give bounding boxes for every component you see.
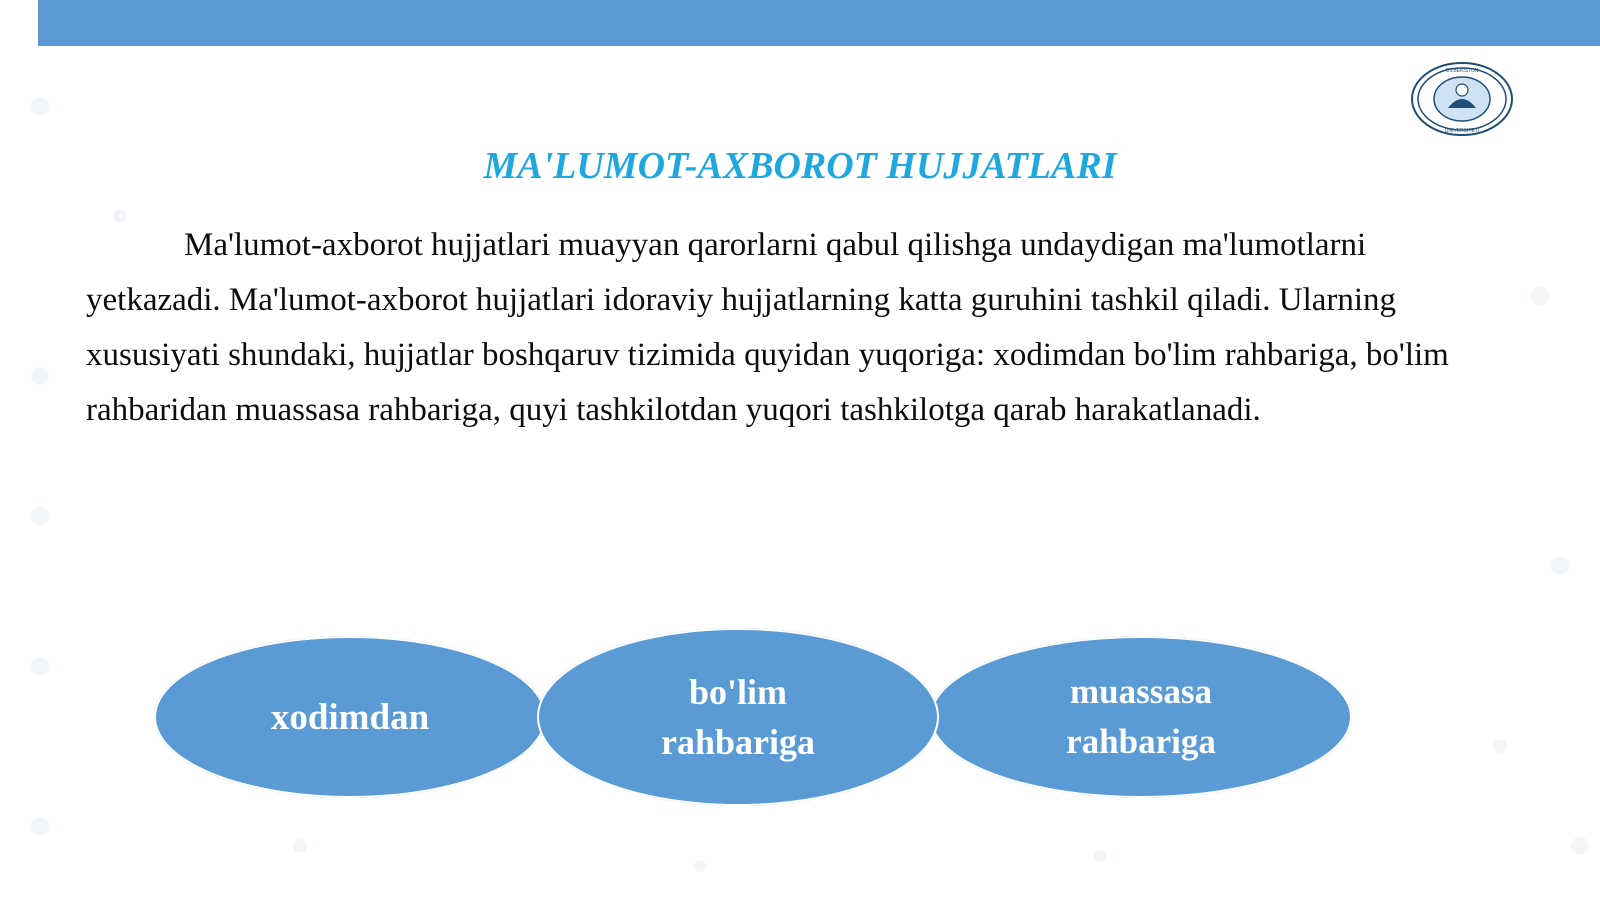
diagram-node-3-line1: muassasa xyxy=(1070,672,1212,711)
slide-canvas xyxy=(0,46,1600,899)
flow-diagram xyxy=(0,586,1600,806)
diagram-node-2-line1: bo'lim xyxy=(688,672,787,712)
diagram-node-1-line1: xodimdan xyxy=(270,696,430,738)
diagram-node-2-line2: rahbariga xyxy=(660,722,815,762)
university-emblem-icon xyxy=(1408,60,1516,138)
svg-text:UNIVERSITETI: UNIVERSITETI xyxy=(1444,128,1480,134)
diagram-node-1 xyxy=(154,636,546,798)
body-paragraph: Ma'lumot-axborot hujjatlari muayyan qarorlarni qabul qilishga undaydigan ma'lumotlarni yetkazadi. Ma'lumot-axborot hujjatlari idoraviy hujjatlarning katta guruhini tashkil qiladi. Ularning xususiyati shundaki, hujjatlar boshqaruv tizimida quyidan yuqoriga: xodimdan bo'lim rahbariga, bo'lim rahbaridan muassasa rahbariga, quyi tashkilotdan yuqori tashkilotga qarab harakatlanadi. xyxy=(86,227,1449,428)
page-title: MA'LUMOT-AXBOROT HUJJATLARI xyxy=(483,145,1117,187)
slide-top-bar xyxy=(0,0,1600,46)
diagram-node-3 xyxy=(930,636,1352,798)
diagram-node-3-line2: rahbariga xyxy=(1066,722,1216,761)
svg-text:O'ZBEKISTON: O'ZBEKISTON xyxy=(1445,68,1479,74)
top-bar-left-notch xyxy=(0,0,38,46)
diagram-node-2 xyxy=(537,628,939,806)
